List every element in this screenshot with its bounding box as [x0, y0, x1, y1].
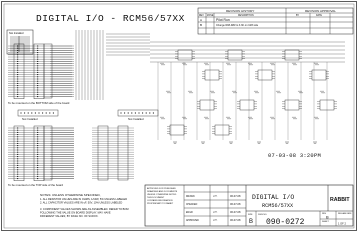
pin — [37, 79, 38, 80]
pin — [17, 174, 18, 175]
pin — [17, 130, 18, 131]
pin — [37, 61, 38, 62]
rev-row-b-desc: Change R##-R## to 3.3K on U## side — [216, 24, 259, 27]
jumper-pin — [153, 112, 154, 113]
tb-side-note-4: THIS DOCUMENT — [147, 197, 165, 199]
note-top-connector: To be mounted on the TOP side of the board — [8, 183, 64, 187]
pin — [17, 172, 18, 173]
pin — [37, 54, 38, 55]
tb-checked-label: CHECKED — [186, 204, 198, 206]
pin — [17, 87, 18, 88]
jumper-pin — [120, 112, 121, 113]
tb-checked-date: 06-07-08 — [230, 203, 241, 206]
ic-package — [215, 125, 229, 135]
tb-sheet-label: SHEET — [322, 221, 329, 223]
connector-top-bank — [8, 44, 74, 105]
resistor — [204, 63, 209, 65]
pin — [17, 132, 18, 133]
pin — [37, 158, 38, 159]
pin — [17, 143, 18, 144]
jumper-label-2: Not Installed — [128, 117, 144, 121]
tb-drawing-number: 090-0272 — [266, 218, 305, 227]
resistor — [248, 117, 253, 119]
pin — [17, 90, 18, 91]
jumper-pin — [42, 112, 43, 113]
pin — [37, 136, 38, 137]
pin — [17, 139, 18, 140]
jumper-pin — [135, 112, 136, 113]
pin — [37, 48, 38, 49]
pin — [17, 169, 18, 170]
resistor — [226, 63, 231, 65]
connector-body — [34, 44, 44, 99]
note-line-4: FOLLOWING THE VALUE ON BOARD DISPLAY. MAY HAVE — [40, 211, 111, 215]
header-pin — [18, 50, 19, 51]
tb-engr-label: ENGR — [186, 212, 193, 214]
pin — [17, 145, 18, 146]
note-line-2: 2. ALL CAPACITOR VALUES ARE IN uF, 50V, 10% UNLESS LABELED — [40, 201, 123, 205]
pin — [37, 165, 38, 166]
pin — [17, 57, 18, 58]
pin — [37, 96, 38, 97]
tb-engr-initials: J.T. — [213, 210, 218, 214]
pin — [37, 150, 38, 151]
pin — [37, 72, 38, 73]
jumper-pin — [53, 112, 54, 113]
pin — [17, 70, 18, 71]
pin — [17, 79, 18, 80]
pin — [17, 83, 18, 84]
right-circuitry — [150, 42, 345, 143]
tb-rev-value: B — [326, 214, 329, 220]
pin — [37, 139, 38, 140]
tb-size-label: SIZE — [248, 214, 253, 216]
ic-package — [240, 100, 254, 110]
resistor — [210, 91, 215, 93]
jumper-pin — [124, 112, 125, 113]
pin — [37, 52, 38, 53]
pin — [37, 172, 38, 173]
resistor — [276, 91, 281, 93]
jumper-pin — [28, 112, 29, 113]
tb-company: RABBIT — [330, 197, 350, 203]
header-pin — [18, 36, 19, 37]
pin — [17, 63, 18, 64]
rev-col-zone: ZONE — [207, 15, 214, 17]
rev-row-b-rev: B — [200, 23, 203, 27]
jumper-pin — [35, 112, 36, 113]
header-pin — [18, 44, 19, 45]
pin — [37, 130, 38, 131]
tb-title-line-2: RCM56/57XX — [262, 203, 294, 209]
resistor — [270, 117, 275, 119]
pin — [17, 134, 18, 135]
connector-body — [14, 44, 24, 99]
tb-drawn-date: 06-07-08 — [230, 195, 241, 198]
tb-side-note-5: CONTAINS INFORMATION — [147, 200, 173, 202]
tb-side-note-2: DRAWINGS AND DOCUMENTS — [147, 191, 178, 193]
connector-body — [34, 126, 44, 181]
tb-approved-label: APPROVED — [186, 220, 199, 222]
pin — [37, 152, 38, 153]
ic-package — [285, 100, 299, 110]
pin — [17, 50, 18, 51]
pin — [37, 132, 38, 133]
tb-side-note-6: PROPRIETARY TO RABBIT — [147, 203, 174, 205]
pin — [17, 76, 18, 77]
revision-history-block — [198, 8, 353, 34]
pin — [17, 68, 18, 69]
ic-package — [178, 50, 192, 60]
pin — [17, 165, 18, 166]
pin — [37, 141, 38, 142]
resistor — [314, 117, 319, 119]
resistor — [204, 117, 209, 119]
resistor — [226, 117, 231, 119]
pin — [17, 85, 18, 86]
pin — [37, 174, 38, 175]
tb-side-note-1: APPROVED FOR PUBLISHED — [147, 188, 176, 190]
pin — [37, 147, 38, 148]
jumper-block — [18, 110, 58, 116]
pin — [37, 68, 38, 69]
tb-sheet-value: 1 OF 2 — [338, 222, 346, 226]
jumper-pin — [24, 112, 25, 113]
pin — [37, 70, 38, 71]
resistor — [298, 91, 303, 93]
pin — [17, 94, 18, 95]
tb-release-label: RELEASE DATE — [338, 213, 352, 215]
sheet-title: DIGITAL I/O - RCM56/57XX — [36, 13, 185, 24]
jumper-pin — [128, 112, 129, 113]
pin — [37, 74, 38, 75]
tb-rev-label: REV — [322, 213, 327, 215]
pin — [17, 154, 18, 155]
pin — [37, 87, 38, 88]
pin — [17, 128, 18, 129]
top-left-header-label: Not Installed — [9, 32, 24, 35]
pin — [37, 143, 38, 144]
tb-drawn-initials: J.T. — [213, 194, 218, 198]
pin — [17, 167, 18, 168]
resistor — [160, 63, 165, 65]
pin — [37, 161, 38, 162]
pin — [17, 65, 18, 66]
resistor — [248, 63, 253, 65]
tb-size-value: B — [249, 219, 254, 225]
pin — [17, 178, 18, 179]
note-bottom-connector: To be mounted on the BOTTOM side of the board — [8, 101, 70, 105]
pin — [37, 50, 38, 51]
pin — [37, 128, 38, 129]
tb-approved-date: 06-07-08 — [230, 219, 241, 222]
title-block — [145, 185, 353, 227]
notes-block — [40, 193, 129, 218]
pin — [37, 178, 38, 179]
pin — [37, 83, 38, 84]
jumper-pin — [20, 112, 21, 113]
rev-row-a-rev: A — [200, 18, 203, 22]
rev-row-a-desc: Pilot Run — [216, 18, 230, 22]
pin — [37, 59, 38, 60]
tb-approved-initials: J.T. — [213, 218, 218, 222]
resistor — [160, 117, 165, 119]
connector-body — [14, 126, 24, 181]
pin — [37, 65, 38, 66]
jumper-pin — [146, 112, 147, 113]
pin — [37, 176, 38, 177]
resistor — [254, 91, 259, 93]
resistor — [182, 63, 187, 65]
jumper-pin — [49, 112, 50, 113]
resistor — [166, 91, 171, 93]
ic-package — [200, 100, 214, 110]
ic-package — [205, 70, 219, 80]
resistor — [292, 117, 297, 119]
resistor — [182, 117, 187, 119]
pin — [17, 72, 18, 73]
pin — [17, 59, 18, 60]
ic-package — [258, 70, 272, 80]
note-line-1: 1. ALL RESISTOR VALUES ARE IN OHMS, 1/10W, 5% UNLESS LABELED — [40, 198, 128, 201]
pin — [37, 145, 38, 146]
pin — [17, 54, 18, 55]
note-line-3: 3. COMPONENT VALUES SHOWN ARE AS ASSEMBLED. REFER TO BOM — [40, 208, 129, 211]
pin — [37, 169, 38, 170]
pin — [37, 46, 38, 47]
resistor — [232, 91, 237, 93]
pin — [37, 81, 38, 82]
pin — [17, 92, 18, 93]
header-pin — [18, 46, 19, 47]
rev-col-date: DATE — [316, 15, 322, 17]
pin — [17, 96, 18, 97]
tb-drawn-label: DRAWN — [186, 196, 195, 198]
header-pin — [18, 42, 19, 43]
resistor — [188, 91, 193, 93]
pin — [37, 134, 38, 135]
pin — [17, 152, 18, 153]
ic-package — [228, 50, 242, 60]
revision-approval-header: REVISION APPROVAL — [305, 9, 336, 13]
jumper-pin — [31, 112, 32, 113]
tb-side-note-3: UNLESS OTHERWISE NOTED — [147, 194, 177, 196]
header-pin — [18, 40, 19, 41]
resistor — [270, 63, 275, 65]
pin — [37, 57, 38, 58]
pin — [37, 76, 38, 77]
pin — [37, 92, 38, 93]
pin — [17, 176, 18, 177]
tb-engr-date: 06-07-08 — [230, 211, 241, 214]
tb-dwg-no-label: DWG NO. — [258, 214, 267, 216]
pin — [17, 46, 18, 47]
pin — [37, 167, 38, 168]
pin — [17, 52, 18, 53]
ic-package — [285, 50, 299, 60]
pin — [17, 147, 18, 148]
pin — [17, 74, 18, 75]
tb-title-line-1: DIGITAL I/O — [252, 194, 295, 201]
jumper-pin — [138, 112, 139, 113]
jumper-pin — [149, 112, 150, 113]
connector-bottom-bank — [8, 126, 134, 187]
resistor — [292, 63, 297, 65]
rev-col-desc: DESCRIPTION — [238, 15, 254, 17]
note-line-5: DIFFERENT VALUES; BY DASH NO. OF SUFFIX. — [40, 215, 99, 218]
pin — [17, 158, 18, 159]
rev-col-rev: REV — [199, 15, 204, 17]
pin — [17, 136, 18, 137]
pin — [17, 61, 18, 62]
pin — [17, 163, 18, 164]
pin — [37, 163, 38, 164]
pin — [17, 150, 18, 151]
pin — [37, 94, 38, 95]
pin — [17, 81, 18, 82]
revision-history-header: REVISION HISTORY — [226, 9, 255, 13]
resistor — [314, 63, 319, 65]
header-pin — [18, 38, 19, 39]
jumper-pin — [38, 112, 39, 113]
pin — [17, 156, 18, 157]
header-pin — [18, 48, 19, 49]
notes-title: NOTES: UNLESS OTHERWISE SPECIFIED, — [40, 193, 101, 197]
resistor — [320, 91, 325, 93]
pin — [37, 90, 38, 91]
pin — [37, 85, 38, 86]
pin — [17, 48, 18, 49]
pin — [37, 154, 38, 155]
rev-col-by: BY — [296, 15, 300, 17]
jumper-pin — [131, 112, 132, 113]
pin — [37, 156, 38, 157]
jumper-pin — [142, 112, 143, 113]
pin — [37, 63, 38, 64]
pin — [17, 161, 18, 162]
pin — [17, 141, 18, 142]
jumper-pin — [46, 112, 47, 113]
jumper-label-1: Not Installed — [22, 117, 38, 121]
plot-timestamp: 07-03-08 3:20PM — [268, 153, 322, 159]
ic-package — [170, 125, 184, 135]
